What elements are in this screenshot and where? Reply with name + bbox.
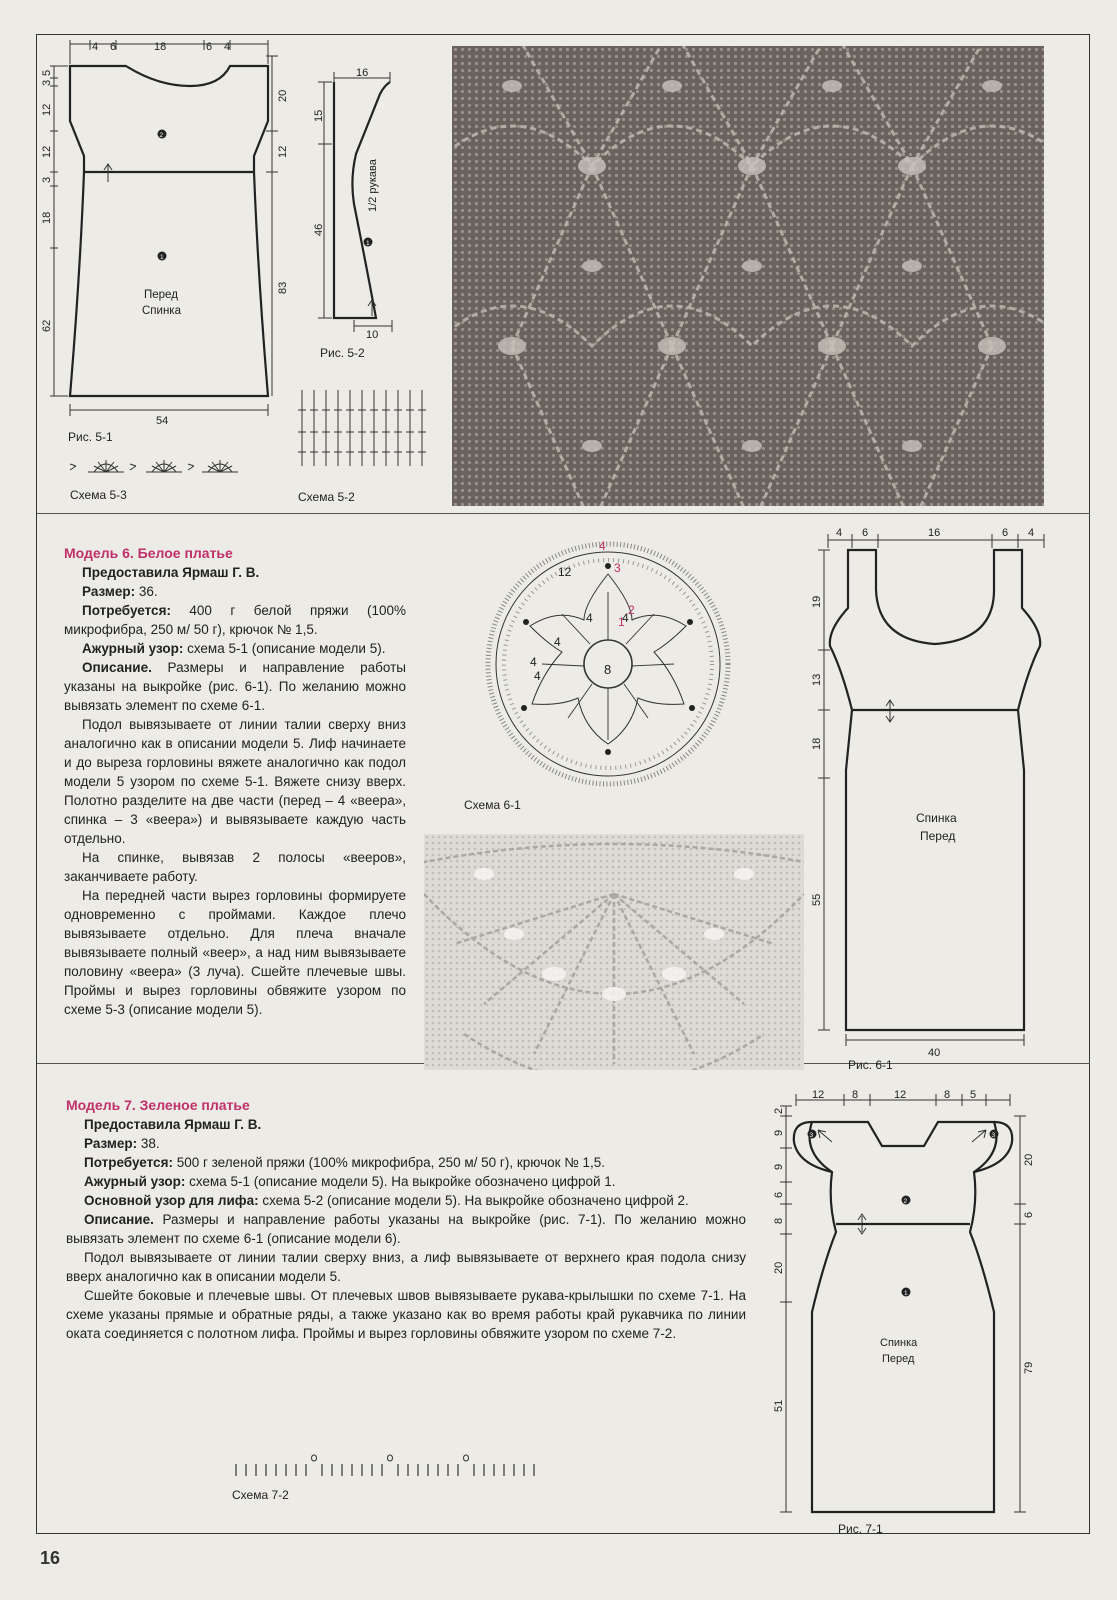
- model-7-author: Предоставила Ярмаш Г. В.: [84, 1117, 262, 1132]
- model-6-author: Предоставила Ярмаш Г. В.: [82, 565, 260, 580]
- fig51-piece-label: Перед: [144, 289, 178, 301]
- model-6-size: 36.: [135, 584, 158, 599]
- fig52-top-dim: 16: [356, 67, 369, 79]
- model-7-title: Модель 7. Зеленое платье: [66, 1097, 250, 1113]
- fig61-top-dim: 4: [836, 527, 843, 539]
- svg-text:2: 2: [159, 132, 164, 139]
- lace-photo-dark: [452, 46, 1044, 506]
- fig-6-1-caption: Рис. 6-1: [848, 1058, 893, 1072]
- scheme61-inner: 4: [534, 669, 541, 683]
- fig61-left-dim: 55: [811, 893, 823, 906]
- page-number: 16: [40, 1548, 61, 1568]
- scheme61-inner: 4: [622, 611, 629, 625]
- fig52-bottom-dim: 10: [366, 329, 379, 341]
- fig71-top-dim: 12: [894, 1089, 907, 1101]
- fig71-left-dim: 8: [773, 1217, 785, 1224]
- fig71-top-dim: 8: [852, 1089, 859, 1101]
- scheme61-inner: 4: [586, 611, 593, 625]
- scheme61-row: 2: [628, 603, 635, 617]
- fig51-left-dim: 12: [41, 103, 53, 116]
- fig-7-1-caption: Рис. 7-1: [838, 1522, 883, 1536]
- scheme-6-1-caption: Схема 6-1: [464, 798, 521, 812]
- fig51-top-dim: 4: [92, 41, 99, 53]
- svg-text:2: 2: [903, 1198, 908, 1205]
- fig51-marker-1: [158, 252, 167, 262]
- fig-5-1-pattern: [40, 36, 290, 446]
- fig61-top-dim: 6: [1002, 527, 1009, 539]
- fig51-left-dim: 3: [41, 176, 53, 183]
- fig61-top-dim: 4: [1028, 527, 1035, 539]
- model-6-desc: Размеры и направление работы указаны на выкройке (рис. 6-1). По желанию можно вывязать элемент по схеме 6-1.: [64, 660, 406, 713]
- svg-text:3: 3: [991, 1132, 996, 1139]
- scheme-5-2-caption: Схема 5-2: [298, 490, 355, 504]
- scheme-7-2: [232, 1452, 542, 1482]
- fig-7-1-pattern: [772, 1089, 1052, 1512]
- fig51-piece-label: Спинка: [142, 305, 181, 317]
- fig71-left-dim: 6: [773, 1191, 785, 1198]
- model-7-paragraph: Сшейте боковые и плечевые швы. От плечевых швов вывязываете рукава-крылышки по схеме 7-1. На схеме указаны прямые и обратные ряды, а также указано как во время работы край рукавчика по линии оката соединяется с полотном лифа. Проймы и вырез горловины обвяжите узором по схеме 7-2.: [66, 1288, 746, 1341]
- model-7-size-label: Размер:: [84, 1136, 138, 1151]
- lace-photo-light: [424, 834, 804, 1070]
- fig61-top-dim: 16: [928, 527, 941, 539]
- model-6-paragraph: На передней части вырез горловины формируете одновременно с проймами. Каждое плечо вывязываете отдельно. Для плеча вначале вывязываете полный «веер», а над ним вывязываете половину «веера» (3 луча). Сшейте плечевые швы. Проймы и вырез горловины обвяжите узором по схеме 5-3 (описание модели 5).: [64, 888, 406, 1017]
- fig71-top-dim: 8: [944, 1089, 951, 1101]
- model-7-size: 38.: [137, 1136, 160, 1151]
- model-7-needs-label: Потребуется:: [84, 1155, 173, 1170]
- divider-top: [37, 513, 1090, 514]
- fig-5-2-sleeve-pattern: [306, 64, 416, 344]
- fig52-side-label: 1/2 рукава: [367, 159, 379, 212]
- scheme-5-3-caption: Схема 5-3: [70, 488, 127, 502]
- fig-6-1-pattern: [808, 520, 1058, 1059]
- fig51-bottom-dim: 54: [156, 415, 169, 427]
- scheme61-row: 4: [599, 539, 606, 553]
- model-7-main: схема 5-2 (описание модели 5). На выкройке обозначено цифрой 2.: [258, 1193, 689, 1208]
- model-7-desc: Размеры и направление работы указаны на выкройке (рис. 7-1). По желанию можно вывязать элемент по схеме 6-1 (описание модели 6).: [66, 1212, 746, 1246]
- fig61-left-dim: 18: [811, 737, 823, 750]
- fig51-right-dim: 12: [277, 145, 289, 158]
- model-7-pattern: схема 5-1 (описание модели 5). На выкройке обозначено цифрой 1.: [185, 1174, 616, 1189]
- model-7-main-label: Основной узор для лифа:: [84, 1193, 259, 1208]
- fig71-piece-label: Перед: [882, 1353, 915, 1365]
- scheme61-row: 1: [618, 615, 625, 629]
- fig51-left-dim: 62: [41, 319, 53, 332]
- fig-5-2-caption: Рис. 5-2: [320, 346, 365, 360]
- fig71-right-dim: 6: [1023, 1211, 1035, 1218]
- model-6-paragraph: На спинке, вывязав 2 полосы «вееров», заканчиваете работу.: [64, 850, 406, 884]
- fig71-marker-3: [808, 1130, 817, 1140]
- model-7-text: [66, 1096, 746, 1343]
- svg-text:1: 1: [366, 240, 370, 247]
- fig-5-1-caption: Рис. 5-1: [68, 430, 113, 444]
- fig61-left-dim: 19: [811, 595, 823, 608]
- fig71-piece-label: Спинка: [880, 1337, 918, 1349]
- scheme-5-2: [296, 386, 432, 476]
- fig71-top-dim: 5: [970, 1089, 977, 1101]
- fig71-marker-1: [902, 1288, 911, 1298]
- svg-text:1: 1: [160, 254, 164, 261]
- fig61-bottom-dim: 40: [928, 1047, 941, 1059]
- model-7-needs: 500 г зеленой пряжи (100% микрофибра, 250 м/ 50 г), крючок № 1,5.: [172, 1155, 606, 1170]
- model-6-text: [64, 544, 406, 1019]
- fig52-marker-1: [364, 238, 373, 248]
- scheme-5-3: [66, 454, 246, 478]
- model-6-pattern: схема 5-1 (описание модели 5).: [183, 641, 386, 656]
- fig51-left-dim: 18: [41, 211, 53, 224]
- fig61-piece-label: Перед: [920, 829, 956, 843]
- svg-text:3: 3: [809, 1132, 814, 1139]
- model-6-size-label: Размер:: [82, 584, 136, 599]
- scheme61-outer: 12: [558, 565, 572, 579]
- fig71-top-dim: 12: [812, 1089, 825, 1101]
- fig51-marker-2: [158, 130, 167, 140]
- scheme-7-2-caption: Схема 7-2: [232, 1488, 289, 1502]
- fig52-left-dim: 46: [313, 223, 325, 236]
- fig61-piece-label: Спинка: [916, 811, 957, 825]
- svg-text:1: 1: [904, 1290, 908, 1297]
- scheme61-center: 8: [604, 662, 612, 677]
- fig51-top-dim: 6: [206, 41, 213, 53]
- scheme61-inner: 4: [554, 635, 561, 649]
- model-6-desc-label: Описание.: [82, 660, 152, 675]
- model-7-pattern-label: Ажурный узор:: [84, 1174, 186, 1189]
- fig51-right-dim: 20: [277, 89, 289, 102]
- fig61-top-dim: 6: [862, 527, 869, 539]
- model-7-desc-label: Описание.: [84, 1212, 154, 1227]
- model-6-title: Модель 6. Белое платье: [64, 545, 233, 561]
- fig51-left-dim: 3: [41, 79, 53, 86]
- model-6-needs-label: Потребуется:: [82, 603, 171, 618]
- model-6-paragraph: Подол вывязываете от линии талии сверху вниз аналогично как в описании модели 5. Лиф начинаете и до выреза горловины вяжете аналогично как подол модели 5 узором по схеме 5-1. Вяжете снизу вверх. Полотно разделите на две части (перед – 4 «веера», спинка – 3 «веера») и вывязываете каждую часть отдельно.: [64, 717, 406, 846]
- model-6-pattern-label: Ажурный узор:: [82, 641, 184, 656]
- fig51-left-dim: 12: [41, 145, 53, 158]
- scheme-6-1-motif: [478, 534, 738, 794]
- scheme61-inner: 4: [530, 655, 537, 669]
- fig71-left-dim: 20: [773, 1261, 785, 1274]
- fig51-top-dim: 6: [110, 41, 117, 53]
- fig71-left-dim: 51: [773, 1399, 785, 1412]
- fig51-top-dim: 18: [154, 41, 167, 53]
- fig52-left-dim: 15: [313, 109, 325, 122]
- fig71-marker-2: [902, 1196, 911, 1206]
- fig51-left-dim: 5: [41, 69, 53, 76]
- fig71-left-dim: 9: [773, 1163, 785, 1170]
- fig51-top-dim: 4: [224, 41, 231, 53]
- fig71-left-dim: 2: [773, 1107, 785, 1114]
- fig61-left-dim: 13: [811, 673, 823, 686]
- model-6-needs: 400 г белой пряжи (100% микрофибра, 250 м/ 50 г), крючок № 1,5.: [64, 603, 406, 637]
- fig71-left-dim: 9: [773, 1129, 785, 1136]
- model-7-paragraph: Подол вывязываете от линии талии сверху вниз, а лиф вывязываете от верхнего края подола снизу вверх аналогично как в описании модели 5.: [66, 1250, 746, 1284]
- fig71-right-dim: 20: [1023, 1153, 1035, 1166]
- scheme61-row: 3: [614, 561, 621, 575]
- fig71-right-dim: 79: [1023, 1361, 1035, 1374]
- fig51-right-dim: 83: [277, 281, 289, 294]
